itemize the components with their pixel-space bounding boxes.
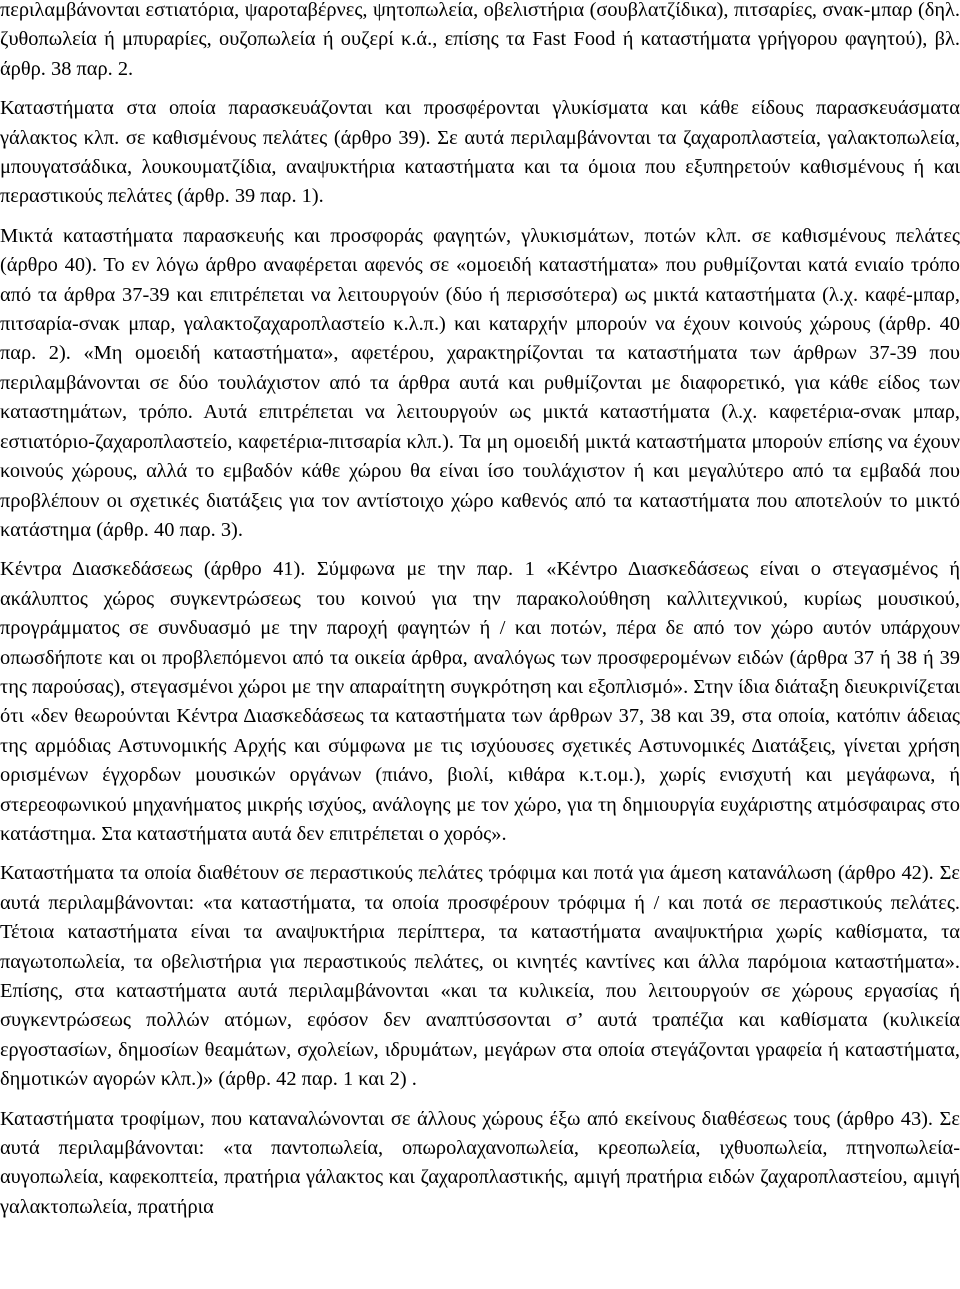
paragraph-mixed-shops: Μικτά καταστήματα παρασκευής και προσφοράς φαγητών, γλυκισμάτων, ποτών κλπ. σε καθισμένους πελάτες (άρθρο 40). Το εν λόγω άρθρο αναφέρεται αφενός σε «ομοειδή καταστήματα» που ρυθμίζονται κατά ενιαίο τρόπο από τα άρθρα 37-39 και επιτρέπεται να λειτουργούν (δύο ή περισσότερα) ως μικτά καταστήματα (λ.χ. καφέ-μπαρ, πιτσαρία-σνακ μπαρ, γαλακτοζαχαροπλαστείο κ.λ.π.) και καταρχήν μπορούν να έχουν κοινούς χώρους (άρθρ. 40 παρ. 2). «Μη ομοειδή καταστήματα», αφετέρου, χαρακτηρίζονται τα καταστήματα των άρθρων 37-39 που περιλαμβάνονται σε δύο τουλάχιστον από τα άρθρα αυτά και ρυθμίζονται με διαφορετικό, για κάθε είδος των καταστημάτων, τρόπο. Αυτά επιτρέπεται να λειτουργούν ως μικτά καταστήματα (λ.χ. καφετέρια-σνακ μπαρ, εστιατόριο-ζαχαροπλαστείο, καφετέρια-πιτσαρία κλπ.). Τα μη ομοειδή μικτά καταστήματα μπορούν επίσης να έχουν κοινούς χώρους, αλλά το εμβαδόν κάθε χώρου θα είναι ίσο τουλάχιστον ή και μεγαλύτερο από τα εμβαδά που προβλέπουν οι σχετικές διατάξεις για τον αντίστοιχο χώρο καθενός από τα καταστήματα που αποτελούν το μικτό κατάστημα (άρθρ. 40 παρ. 3). — [0, 224, 960, 541]
paragraph-entertainment-centres: Κέντρα Διασκεδάσεως (άρθρο 41). Σύμφωνα με την παρ. 1 «Κέντρο Διασκεδάσεως είναι ο στεγασμένος ή ακάλυπτος χώρος συγκεντρώσεως του κοινού για την παρακολούθηση καλλιτεχνικού, κυρίως μουσικού, προγράμματος σε συνδυασμό με την παροχή φαγητών ή / και ποτών, πέρα δε από τον χώρο αυτόν υπάρχουν οπωσδήποτε και οι προβλεπόμενοι από τα οικεία άρθρα, αναλόγως των προσφερομένων ειδών (άρθρα 37 ή 38 ή 39 της παρούσας), στεγασμένοι χώροι με την απαραίτητη συγκρότηση και εξοπλισμό». Στην ίδια διάταξη διευκρινίζεται ότι «δεν θεωρούνται Κέντρα Διασκεδάσεως τα καταστήματα των άρθρων 37, 38 και 39, στα οποία, κατόπιν άδειας της αρμόδιας Αστυνομικής Αρχής και σύμφωνα με τις ισχύουσες σχετικές Αστυνομικές Διατάξεις, γίνεται χρήση ορισμένων έγχορδων μουσικών οργάνων (πιάνο, βιολί, κιθάρα κ.τ.ομ.), χωρίς ενισχυτή και μεγάφωνα, ή στερεοφωνικού μηχανήματος μικρής ισχύος, ανάλογης με τον χώρο, για τη δημιουργία ευχάριστης ατμόσφαιρας στο κατάστημα. Στα καταστήματα αυτά δεν επιτρέπεται ο χορός». — [0, 558, 960, 845]
paragraph-pastry-shops: Καταστήματα στα οποία παρασκευάζονται και προσφέρονται γλυκίσματα και κάθε είδους παρασκευάσματα γάλακτος κλπ. σε καθισμένους πελάτες (άρθρο 39). Σε αυτά περιλαμβάνονται τα ζαχαροπλαστεία, γαλακτοπωλεία, μπουγατσάδικα, λουκουματζίδια, αναψυκτήρια καταστήματα και τα όμοια που εξυπηρετούν καθισμένους ή και περαστικούς πελάτες (άρθρ. 39 παρ. 1). — [0, 97, 960, 208]
paragraph-restaurants-continued: περιλαμβάνονται εστιατόρια, ψαροταβέρνες, ψητοπωλεία, οβελιστήρια (σουβλατζίδικα), πιτσαρίες, σνακ-μπαρ (δηλ. ζυθοπωλεία ή μπυραρίες, ουζοπωλεία ή ουζερί κ.ά., επίσης τα Fast Food ή καταστήματα γρήγορου φαγητού), βλ. άρθρ. 38 παρ. 2. — [0, 0, 960, 80]
paragraph-takeaway-shops: Καταστήματα τα οποία διαθέτουν σε περαστικούς πελάτες τρόφιμα και ποτά για άμεση κατανάλωση (άρθρο 42). Σε αυτά περιλαμβάνονται: «τα καταστήματα, τα οποία προσφέρουν τρόφιμα ή / και ποτά σε περαστικούς πελάτες. Τέτοια καταστήματα είναι τα αναψυκτήρια περίπτερα, τα καταστήματα αναψυκτήρια χωρίς καθίσματα, τα παγωτοπωλεία, τα οβελιστήρια για περαστικούς πελάτες, οι κινητές καντίνες και άλλα παρόμοια καταστήματα». Επίσης, στα καταστήματα αυτά περιλαμβάνονται «και τα κυλικεία, που λειτουργούν σε χώρους εργασίας ή συγκεντρώσεως πολλών ατόμων, εφόσον δεν αναπτύσσονται σ’ αυτά τραπέζια και καθίσματα (κυλικεία εργοστασίων, δημοσίων θεαμάτων, σχολείων, ιδρυμάτων, μεγάρων στα οποία στεγάζονται γραφεία ή καταστήματα, δημοτικών αγορών κλπ.)» (άρθρ. 42 παρ. 1 και 2) . — [0, 862, 960, 1091]
paragraph-food-retail-shops: Καταστήματα τροφίμων, που καταναλώνονται σε άλλους χώρους έξω από εκείνους διαθέσεως τους (άρθρο 43). Σε αυτά περιλαμβάνονται: «τα παντοπωλεία, οπωρολαχανοπωλεία, κρεοπωλεία, ιχθυοπωλεία, πτηνοπωλεία-αυγοπωλεία, καφεκοπτεία, πρατήρια γάλακτος και ζαχαροπλαστικής, αμιγή πρατήρια ειδών ζαχαροπλαστείου, αμιγή γαλακτοπωλεία, πρατήρια — [0, 1107, 960, 1218]
